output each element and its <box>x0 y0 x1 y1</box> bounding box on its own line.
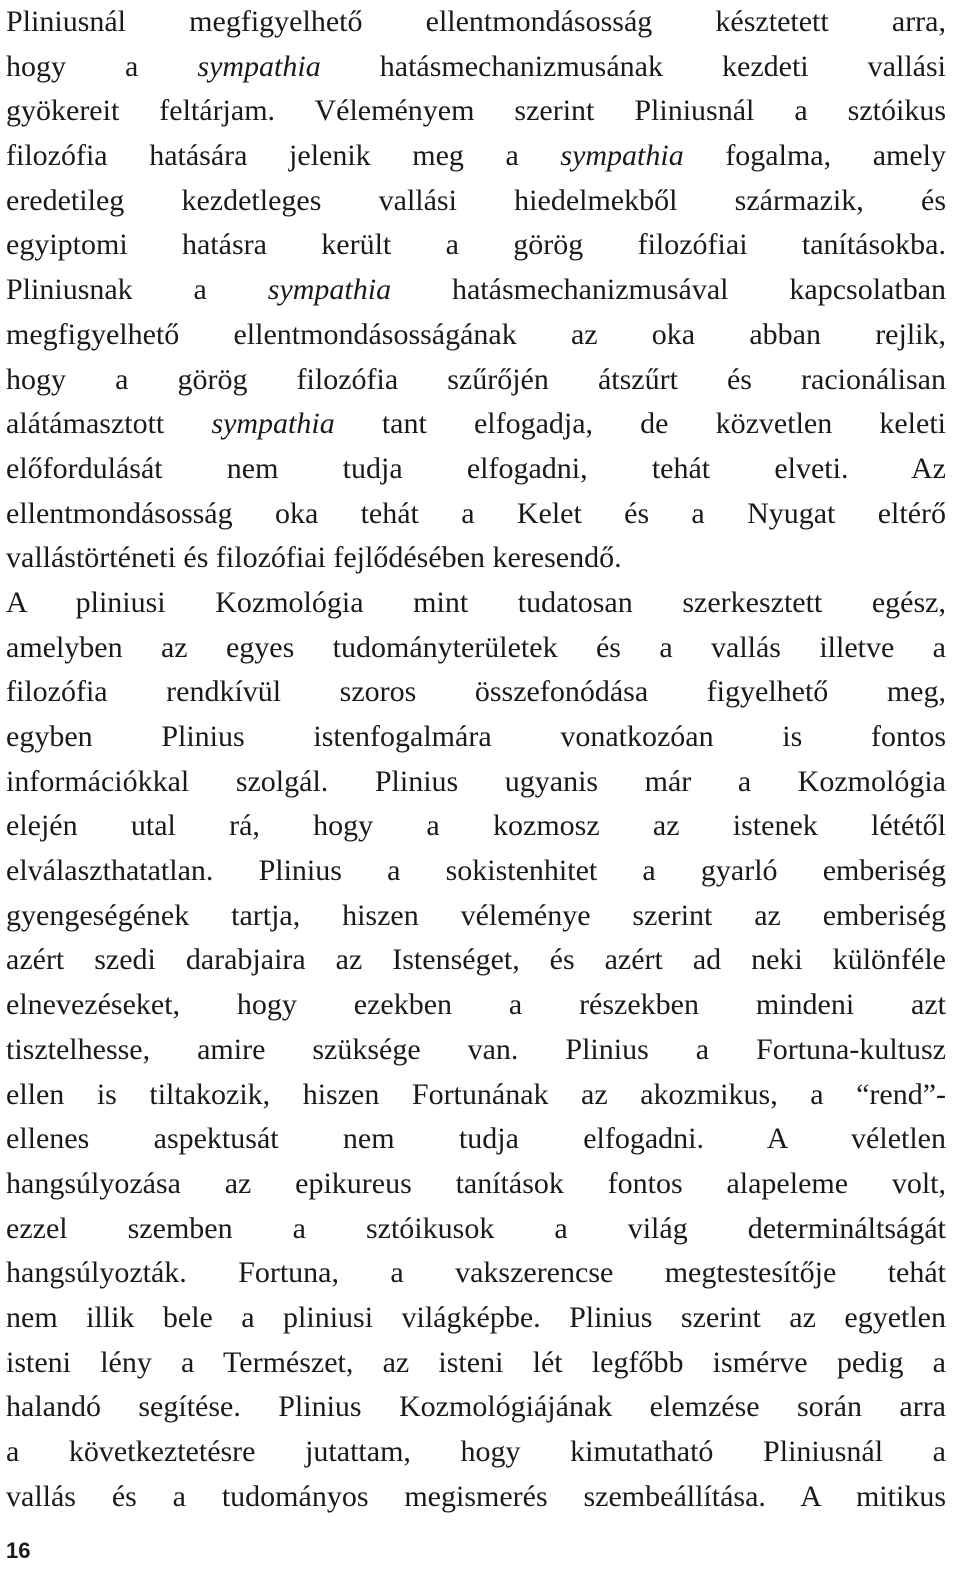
paragraph-1 <box>6 0 946 581</box>
text-line: amelyben az egyes tudományterületek és a vallás illetve a <box>6 630 946 664</box>
text-line: elnevezéseket, hogy ezekben a részekben mindeni azt <box>6 988 946 1022</box>
text-line: gyengeségének tartja, hiszen véleménye szerint az emberiség <box>6 898 946 932</box>
text-line: ezzel szemben a sztóikusok a világ determináltságát <box>6 1211 946 1245</box>
text-line: eredetileg kezdetleges vallási hiedelmekből származik, és <box>6 183 946 217</box>
text-line: a következtetésre jutattam, hogy kimutatható Pliniusnál a <box>6 1435 946 1468</box>
text-line: megfigyelhető ellentmondásosságának az oka abban rejlik, <box>6 317 946 351</box>
italic-term: sympathia <box>560 139 684 173</box>
text-line: Pliniusnak a sympathia hatásmechanizmusával kapcsolatban <box>6 273 947 307</box>
text-line: elválaszthatatlan. Plinius a sokistenhitet a gyarló emberiség <box>6 854 946 888</box>
text-line: halandó segítése. Plinius Kozmológiájának elemzése során arra <box>6 1390 946 1424</box>
text-line: egyben Plinius istenfogalmára vonatkozóan is fontos <box>6 720 946 753</box>
text-line: tisztelhesse, amire szüksége van. Plinius a Fortuna-kultusz <box>6 1032 946 1066</box>
text-line: hogy a sympathia hatásmechanizmusának kezdeti vallási <box>6 49 946 83</box>
text-line: alátámasztott sympathia tant elfogadja, de közvetlen keleti <box>6 407 946 441</box>
text-line: filozófia hatására jelenik meg a sympathia fogalma, amely <box>6 139 946 173</box>
text-line: A pliniusi Kozmológia mint tudatosan szerkesztett egész, <box>6 585 946 619</box>
text-line: egyiptomi hatásra került a görög filozófiai tanításokba. <box>6 228 946 262</box>
text-line: előfordulását nem tudja elfogadni, tehát elveti. Az <box>6 451 946 485</box>
page-body <box>6 0 946 1519</box>
italic-term: sympathia <box>211 407 335 441</box>
text-line: ellen is tiltakozik, hiszen Fortunának az akozmikus, a “rend”- <box>6 1077 946 1111</box>
text-line: hogy a görög filozófia szűrőjén átszűrt és racionálisan <box>6 362 946 396</box>
text-line: vallástörténeti és filozófiai fejlődésében keresendő. <box>6 541 622 575</box>
text-line: Pliniusnál megfigyelhető ellentmondásosság késztetett arra, <box>6 5 946 38</box>
text-line: gyökereit feltárjam. Véleményem szerint Pliniusnál a sztóikus <box>6 94 946 128</box>
text-line: hangsúlyozták. Fortuna, a vakszerencse megtestesítője tehát <box>6 1256 946 1290</box>
text-line: hangsúlyozása az epikureus tanítások fontos alapeleme volt, <box>6 1166 946 1200</box>
text-line: információkkal szolgál. Plinius ugyanis már a Kozmológia <box>6 764 946 798</box>
text-line: ellenes aspektusát nem tudja elfogadni. A véletlen <box>6 1122 946 1156</box>
text-line: azért szedi darabjaira az Istenséget, és azért ad neki különféle <box>6 943 946 977</box>
text-line: elején utal rá, hogy a kozmosz az istenek lététől <box>6 809 946 843</box>
text-line: isteni lény a Természet, az isteni lét legfőbb ismérve pedig a <box>6 1345 946 1379</box>
text-line: nem illik bele a pliniusi világképbe. Plinius szerint az egyetlen <box>6 1300 946 1334</box>
text-line: ellentmondásosság oka tehát a Kelet és a Nyugat eltérő <box>6 496 946 530</box>
page-number: 16 <box>6 1538 31 1563</box>
italic-term: sympathia <box>267 273 392 307</box>
italic-term: sympathia <box>197 49 321 83</box>
text-line: filozófia rendkívül szoros összefonódása figyelhető meg, <box>6 675 946 709</box>
paragraph-2 <box>6 581 946 1519</box>
text-line: vallás és a tudományos megismerés szembeállítása. A mitikus <box>6 1479 946 1513</box>
